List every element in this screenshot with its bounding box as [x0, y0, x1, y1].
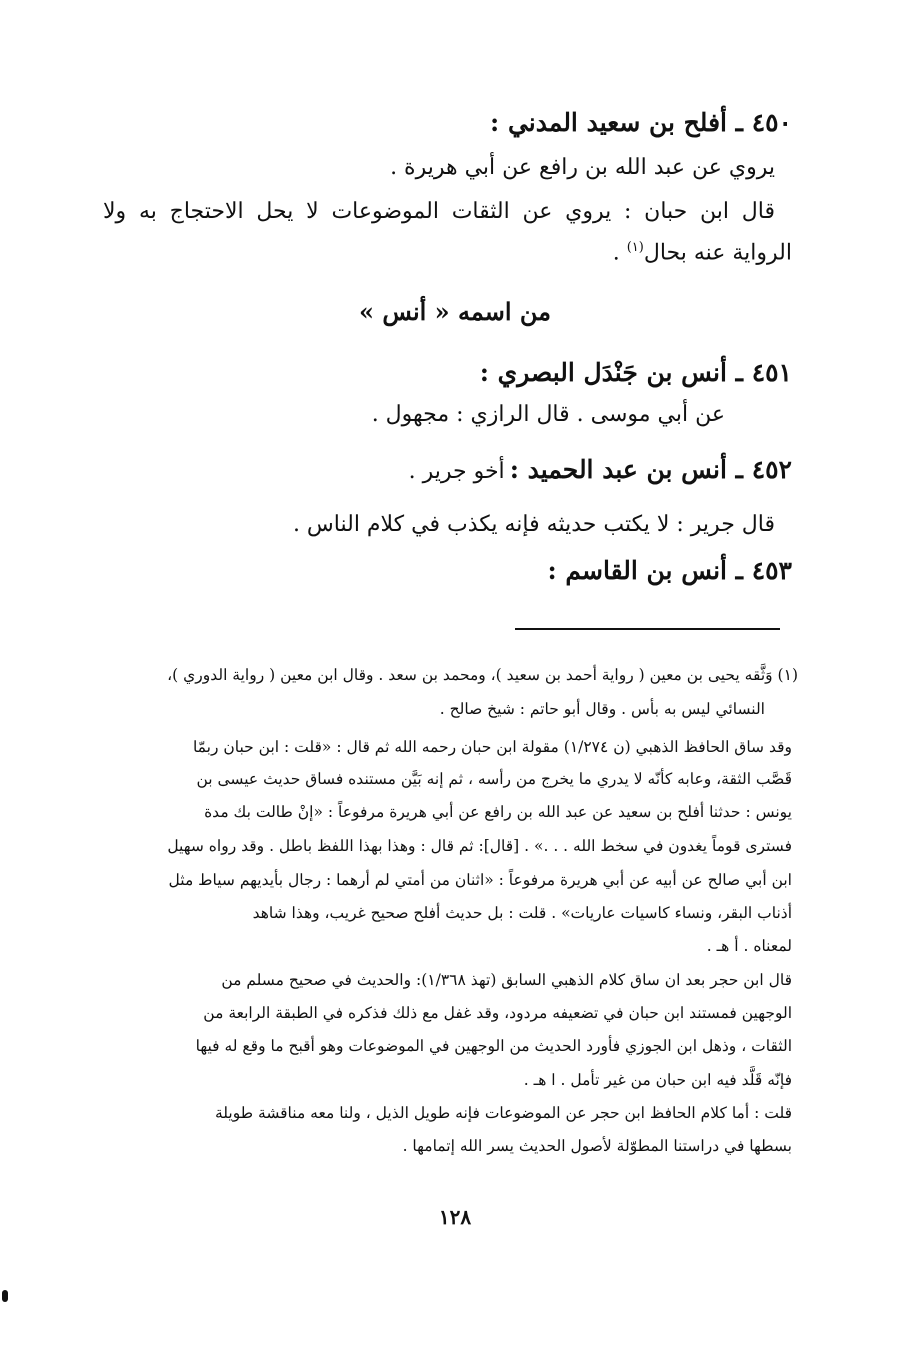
footnote-line: بسطها في دراستنا المطوّلة لأصول الحديث يسر الله إتمامها . [402, 1137, 792, 1155]
entry-heading-452: ٤٥٢ ـ أنس بن عبد الحميد : [509, 455, 792, 484]
footnote-line: لمعناه . أ هـ . [706, 937, 792, 955]
entry-line: قال جرير : لا يكتب حديثه فإنه يكذب في كلام الناس . [292, 512, 775, 537]
footnote-line: قال ابن حجر بعد ان ساق كلام الذهبي السابق (تهذ ١/٣٦٨): والحديث في صحيح مسلم من [221, 971, 792, 989]
footnote-line: فسترى قوماً يغدون في سخط الله . . .» . [قال]: ثم قال : وهذا بهذا اللفظ باطل . وقد رواه سهيل [167, 837, 792, 855]
footnote-separator [515, 628, 780, 630]
footnote-line: قَصَّب الثقة، وعابه كأنّه لا يدري ما يخرج من رأسه ، ثم إنه بَيَّن مستنده فساق حديث عيسى بن [196, 770, 792, 788]
entry-452 [102, 455, 792, 484]
footnote-line: يونس : حدثنا أفلح بن سعيد عن عبد الله بن رافع عن أبي هريرة مرفوعاً : «إنْ طالت بك مدة [204, 803, 792, 821]
footnote-line: النسائي ليس به بأس . وقال أبو حاتم : شيخ صالح . [439, 700, 765, 718]
section-title: من اسمه « أنس » [358, 297, 551, 326]
footnote-line: (١) وَثَّقه يحيى بن معين ( رواية أحمد بن سعيد )، ومحمد بن سعد . وقال ابن معين ( رواية الدوري )، [167, 666, 798, 684]
footnote-line: الثقات ، وذهل ابن الجوزي فأورد الحديث من الوجهين في الموضوعات وهو أقبح ما وقع له فيها [195, 1037, 792, 1055]
footnote-line: ابن أبي صالح عن أبيه عن أبي هريرة مرفوعاً : «اثنان من أمتي لم أرهما : رجال بأيديهم سياط مثل [168, 871, 792, 889]
entry-inline-text: أخو جرير . [408, 459, 505, 484]
entry-heading-453: ٤٥٣ ـ أنس بن القاسم : [547, 556, 792, 585]
entry-line: عن أبي موسى . قال الرازي : مجهول . [371, 402, 725, 427]
entry-heading-451: ٤٥١ ـ أنس بن جَنْدَل البصري : [479, 358, 792, 387]
footnote-line: الوجهين فمستند ابن حبان في تضعيفه مردود، وقد غفل مع ذلك فذكره في الطبقة الرابعة من [203, 1004, 792, 1022]
entry-line: قال ابن حبان : يروي عن الثقات الموضوعات لا يحل الاحتجاج به ولا [103, 199, 775, 224]
entry-heading-450: ٤٥٠ ـ أفلح بن سعيد المدني : [490, 108, 792, 137]
footnote-line: وقد ساق الحافظ الذهبي (ن ١/٢٧٤) مقولة ابن حبان رحمه الله ثم قال : «قلت : ابن حبان ربمّا [192, 738, 792, 756]
scan-ink-mark [2, 1290, 8, 1302]
footnote-reference: (١) [626, 240, 644, 255]
entry-line: الرواية عنه بحال [643, 240, 792, 266]
footnote-line: أذناب البقر، ونساء كاسيات عاريات» . قلت : بل حديث أفلح صحيح غريب، وهذا شاهد [252, 904, 792, 922]
footnote-line: فإنّه قَلَّد فيه ابن حبان من غير تأمل . ا هـ . [523, 1071, 792, 1089]
page-number: ١٢٨ [438, 1205, 472, 1229]
footnote-line: قلت : أما كلام الحافظ ابن حجر عن الموضوعات فإنه طويل الذيل ، ولنا معه مناقشة طويلة [214, 1104, 792, 1122]
entry-line: يروي عن عبد الله بن رافع عن أبي هريرة . [390, 155, 775, 180]
entry-line-with-footnote: الرواية عنه بحال$^{(١)}$ . [612, 240, 792, 266]
